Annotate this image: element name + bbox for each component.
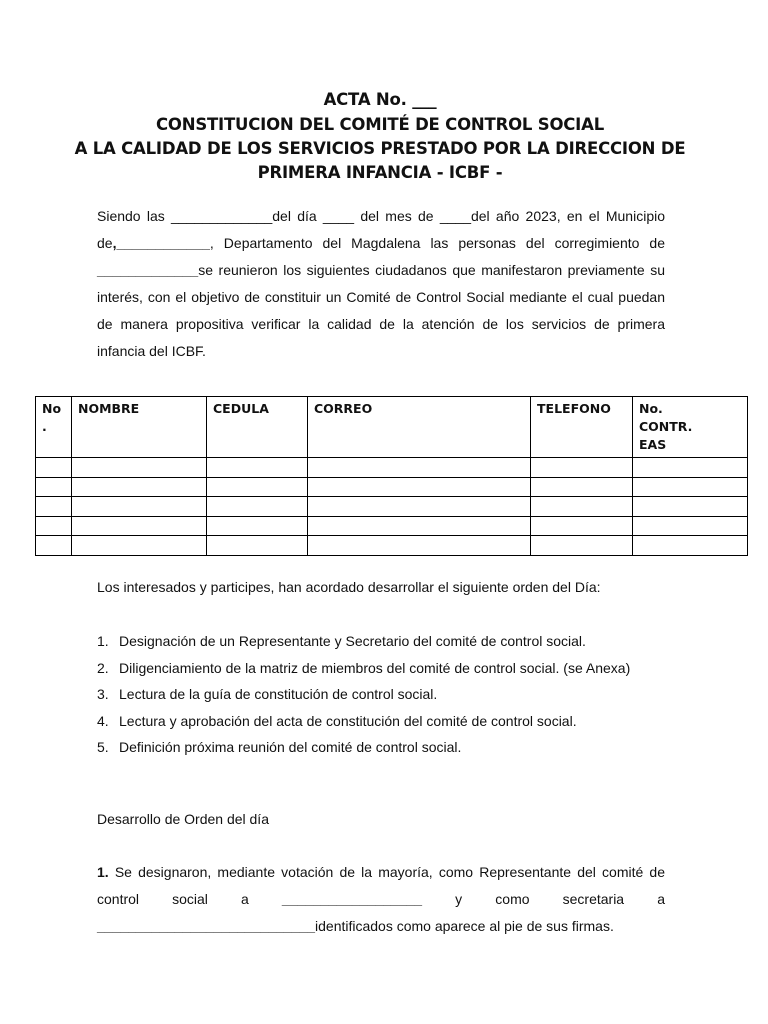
table-cell xyxy=(72,536,207,556)
table-cell xyxy=(72,477,207,497)
table-cell xyxy=(36,516,72,536)
table-cell xyxy=(633,458,748,478)
header-contr-eas: No. CONTR. EAS xyxy=(633,397,748,458)
table-row xyxy=(36,458,748,478)
header-no: No . xyxy=(36,397,72,458)
document-title-line-1: CONSTITUCION DEL COMITÉ DE CONTROL SOCIAL xyxy=(155,115,605,134)
attendee-table xyxy=(35,396,748,556)
table-cell xyxy=(308,536,531,556)
table-cell xyxy=(207,536,308,556)
representative-blank: __________________ xyxy=(281,891,423,907)
table-cell xyxy=(72,497,207,517)
opening-paragraph xyxy=(97,203,665,365)
document-title-line-2: A LA CALIDAD DE LOS SERVICIOS PRESTADO POR LA DIRECCION DE xyxy=(74,139,686,158)
list-item: 3. Lectura de la guía de constitución de control social. xyxy=(97,686,438,703)
development-title: Desarrollo de Orden del día xyxy=(97,811,269,827)
table-cell xyxy=(207,497,308,517)
acta-number: ACTA No. ___ xyxy=(323,90,437,109)
list-item: 4. Lectura y aprobación del acta de constitución del comité de control social. xyxy=(97,712,577,729)
table-cell xyxy=(207,516,308,536)
table-cell xyxy=(633,536,748,556)
table-row xyxy=(36,497,748,517)
agenda-list xyxy=(97,628,665,761)
header-correo: CORREO xyxy=(308,397,531,458)
table-cell xyxy=(36,536,72,556)
document-title-line-3: PRIMERA INFANCIA - ICBF - xyxy=(257,163,503,182)
table-cell xyxy=(36,477,72,497)
table-cell xyxy=(308,516,531,536)
opening-text-2: , Departamento del Magdalena las personas del corregimiento de xyxy=(209,235,665,251)
table-cell xyxy=(207,458,308,478)
table-cell xyxy=(308,458,531,478)
table-row xyxy=(36,536,748,556)
header-nombre: NOMBRE xyxy=(72,397,207,458)
opening-text-1: Siendo las _____________del día ____ del mes de ____del año 2023, en el Municipio de xyxy=(97,208,665,251)
list-item: 5. Definición próxima reunión del comité de control social. xyxy=(97,739,462,756)
header-telefono: TELEFONO xyxy=(531,397,633,458)
table-cell xyxy=(207,477,308,497)
table-cell xyxy=(308,477,531,497)
list-item: 2. Diligenciamiento de la matriz de miembros del comité de control social. (se Anexa) xyxy=(97,659,631,676)
header-cedula: CEDULA xyxy=(207,397,308,458)
development-point-1: 1. Se designaron, mediante votación de la mayoría, como Representante del comité de control social a __________________ y como secretaria a ____________________________identificados como aparece al pie de sus firmas. xyxy=(97,864,665,934)
table-row xyxy=(36,516,748,536)
table-cell xyxy=(633,516,748,536)
table-cell xyxy=(36,458,72,478)
table-cell xyxy=(531,536,633,556)
corregimiento-blank: _____________ xyxy=(97,262,199,278)
table-cell xyxy=(531,516,633,536)
opening-text-3: se reunieron los siguientes ciudadanos que manifestaron previamente su interés, con el objetivo de constituir un Comité de Control Social mediante el cual puedan de manera propositiva verificar la calidad de la atención de los servicios de primera infancia del ICBF. xyxy=(97,262,665,359)
point-number: 1. xyxy=(97,864,109,880)
table-cell xyxy=(531,497,633,517)
secretary-blank: ____________________________ xyxy=(97,918,316,934)
table-cell xyxy=(36,497,72,517)
table-row xyxy=(36,477,748,497)
municipio-blank: ,____________ xyxy=(112,235,210,251)
list-item: 1. Designación de un Representante y Secretario del comité de control social. xyxy=(97,633,586,649)
table-header-row xyxy=(36,397,748,458)
agenda-intro: Los interesados y participes, han acordado desarrollar el siguiente orden del Día: xyxy=(97,579,601,595)
table-cell xyxy=(633,477,748,497)
table-cell xyxy=(72,458,207,478)
table-cell xyxy=(72,516,207,536)
table-cell xyxy=(531,477,633,497)
table-cell xyxy=(633,497,748,517)
table-cell xyxy=(531,458,633,478)
table-cell xyxy=(308,497,531,517)
